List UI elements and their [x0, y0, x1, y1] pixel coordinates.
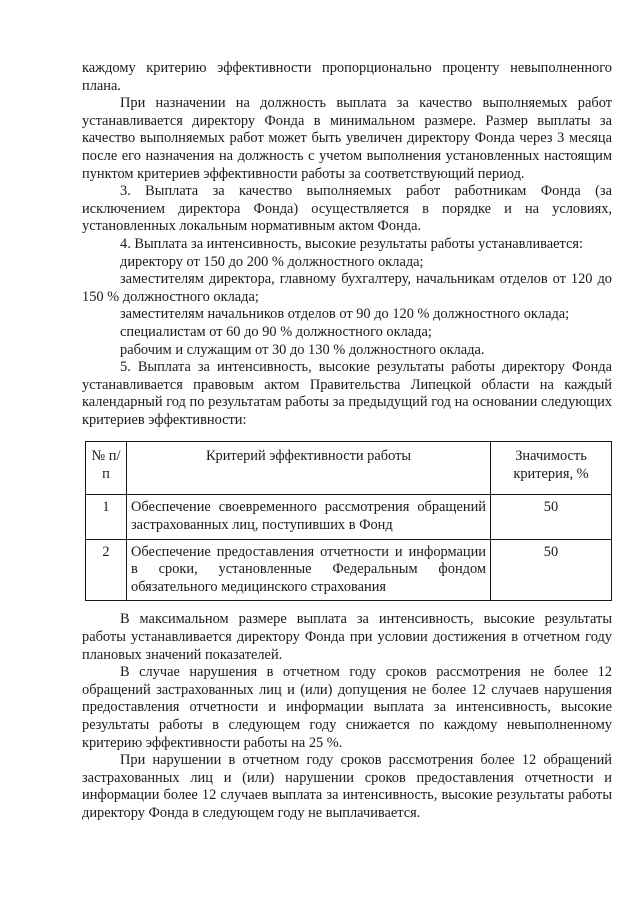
table-row	[86, 495, 612, 539]
list-item-specialists: специалистам от 60 до 90 % должностного оклада;	[120, 323, 432, 340]
list-item-deputies: заместителям директора, главному бухгалтеру, начальникам отделов от 120 до 150 % должностного оклада;	[82, 271, 612, 305]
paragraph-item-5: 5. Выплата за интенсивность, высокие результаты работы директору Фонда устанавливается правовым актом Правительства Липецкой области на каждый календарный год по результатам работы за предыдущий год на основании следующих критериев эффективности:	[82, 359, 612, 428]
cell-criterion: Обеспечение предоставления отчетности и информации в сроки, установленные Федеральным фондом обязательного медицинского страхования	[127, 539, 491, 601]
cell-criterion: Обеспечение своевременного рассмотрения обращений застрахованных лиц, поступивших в Фонд	[127, 495, 491, 539]
paragraph-appointment: При назначении на должность выплата за качество выполняемых работ устанавливается директору Фонда в минимальном размере. Размер выплаты за качество выполняемых работ может быть увеличен директору Фонда через 3 месяца после его назначения на должность с учетом выполнения установленных настоящим пунктом критериев эффективности работы за соответствующий период.	[82, 95, 612, 182]
header-number: № п/п	[86, 442, 127, 495]
header-criterion: Критерий эффективности работы	[127, 442, 491, 495]
header-weight: Значимость критерия, %	[491, 442, 612, 495]
paragraph-violation-cancel: При нарушении в отчетном году сроков рассмотрения более 12 обращений застрахованных лиц и (или) нарушении сроков предоставления отчетности и информации более 12 случаев выплата за интенсивность, высокие результаты работы директору Фонда в следующем году не выплачивается.	[82, 752, 612, 821]
paragraph-item-3: 3. Выплата за качество выполняемых работ работникам Фонда (за исключением директора Фонда) осуществляется в порядке и на условиях, установленных локальным нормативным актом Фонда.	[82, 183, 612, 235]
table-header-row	[86, 442, 612, 495]
paragraph-item-4: 4. Выплата за интенсивность, высокие результаты работы устанавливается:	[120, 235, 584, 252]
cell-weight: 50	[491, 495, 612, 539]
list-item-workers: рабочим и служащим от 30 до 130 % должностного оклада.	[120, 341, 485, 358]
cell-number: 1	[86, 495, 127, 539]
list-item-director: директору от 150 до 200 % должностного оклада;	[120, 253, 424, 270]
criteria-table	[85, 441, 612, 601]
paragraph-maximum: В максимальном размере выплата за интенсивность, высокие результаты работы устанавливается директору Фонда при условии достижения в отчетном году плановых значений показателей.	[82, 611, 612, 663]
paragraph-continuation: каждому критерию эффективности пропорционально проценту невыполненного плана.	[82, 60, 612, 94]
cell-weight: 50	[491, 539, 612, 601]
list-item-deputy-heads: заместителям начальников отделов от 90 до 120 % должностного оклада;	[120, 306, 570, 323]
cell-number: 2	[86, 539, 127, 601]
table-row	[86, 539, 612, 601]
document-page	[82, 60, 612, 823]
paragraph-violation-reduction: В случае нарушения в отчетном году сроков рассмотрения не более 12 обращений застрахованных лиц и (или) допущения не более 12 случаев нарушения предоставления отчетности и информации выплата за интенсивность, высокие результаты работы в следующем году снижается по каждому невыполненному критерию эффективности работы на 25 %.	[82, 664, 612, 751]
